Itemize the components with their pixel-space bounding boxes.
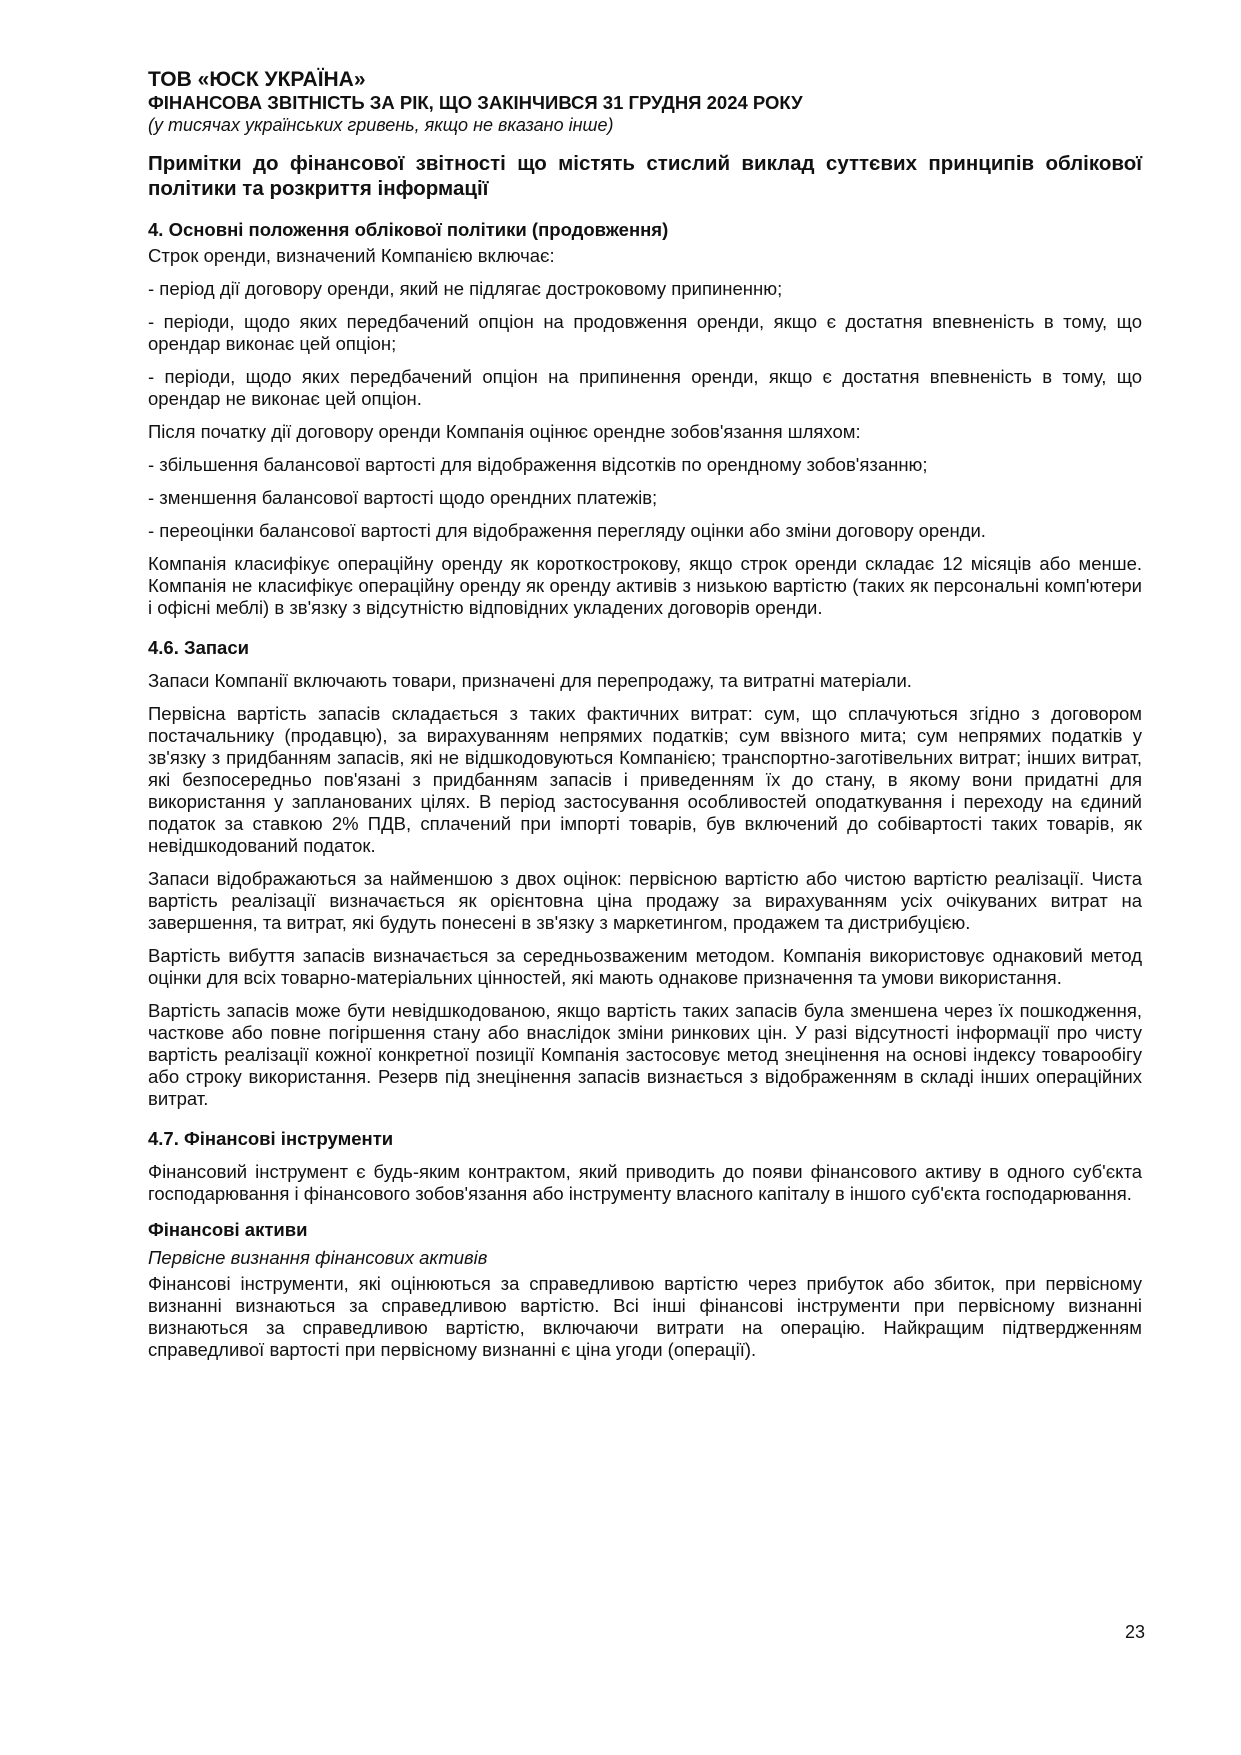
paragraph: Строк оренди, визначений Компанією включає:: [148, 245, 555, 266]
paragraph: Запаси Компанії включають товари, призначені для перепродажу, та витратні матеріали.: [148, 670, 912, 691]
paragraph: Після початку дії договору оренди Компанія оцінює орендне зобов'язання шляхом:: [148, 421, 861, 442]
subheading-initial-recognition: Первісне визнання фінансових активів: [148, 1247, 488, 1268]
paragraph: Фінансовий інструмент є будь-яким контрактом, який приводить до появи фінансового активу в одного суб'єкта господарювання і фінансового зобов'язання або інструменту власного капіталу в іншого суб'єкта господарювання.: [148, 1161, 1142, 1204]
paragraph: - переоцінки балансової вартості для відображення перегляду оцінки або зміни договору оренди.: [148, 520, 986, 541]
paragraph: Вартість запасів може бути невідшкодованою, якщо вартість таких запасів була зменшена через їх пошкодження, часткове або повне погіршення стану або внаслідок зміни ринкових цін. У разі відсутності інформації про чисту вартість реалізації кожної конкретної позиції Компанія застосовує метод знецінення на основі індексу товарообігу або строку використання. Резерв під знецінення запасів визнається з відображенням в складі інших операційних витрат.: [148, 1000, 1142, 1109]
document-page: [148, 68, 1142, 1361]
paragraph: Первісна вартість запасів складається з таких фактичних витрат: сум, що сплачуються згідно з договором постачальнику (продавцю), за вирахуванням непрямих податків; сум ввізного мита; сум непрямих податків у зв'язку з придбанням запасів, які не відшкодовуються Компанією; транспортно-заготівельних витрат; інших витрат, які безпосередньо пов'язані з придбанням запасів і приведенням їх до стану, в якому вони придатні для використання у запланованих цілях. В період застосування особливостей оподаткування і переходу на єдиний податок за ставкою 2% ПДВ, сплачений при імпорті товарів, був включений до собівартості таких товарів, як невідшкодований податок.: [148, 703, 1142, 856]
paragraph: - періоди, щодо яких передбачений опціон на припинення оренди, якщо є достатня впевненість в тому, що орендар не виконає цей опціон.: [148, 366, 1142, 409]
paragraph: - період дії договору оренди, який не підлягає достроковому припиненню;: [148, 278, 783, 299]
paragraph: - збільшення балансової вартості для відображення відсотків по орендному зобов'язанню;: [148, 454, 928, 475]
subheading-financial-assets: Фінансові активи: [148, 1219, 308, 1240]
paragraph: Запаси відображаються за найменшою з двох оцінок: первісною вартістю або чистою вартістю реалізації. Чиста вартість реалізації визначається як орієнтовна ціна продажу за вирахуванням усіх очікуваних витрат на завершення, та витрат, які будуть понесені в зв'язку з маркетингом, продажем та дистрибуцією.: [148, 868, 1142, 933]
page-number: 23: [1124, 1622, 1145, 1642]
currency-note: (у тисячах українських гривень, якщо не вказано інше): [148, 115, 614, 135]
report-title: ФІНАНСОВА ЗВІТНІСТЬ ЗА РІК, ЩО ЗАКІНЧИВСЯ 31 ГРУДНЯ 2024 РОКУ: [148, 92, 803, 113]
paragraph: - зменшення балансової вартості щодо орендних платежів;: [148, 487, 658, 508]
paragraph: Вартість вибуття запасів визначається за середньозваженим методом. Компанія використовує однаковий метод оцінки для всіх товарно-матеріальних цінностей, які мають однакове призначення та умови використання.: [148, 945, 1142, 988]
section-4-6-heading: 4.6. Запаси: [148, 637, 250, 658]
paragraph: - періоди, щодо яких передбачений опціон на продовження оренди, якщо є достатня впевненість в тому, що орендар виконає цей опціон;: [148, 311, 1142, 354]
section-4-7-heading: 4.7. Фінансові інструменти: [148, 1128, 394, 1149]
company-name: ТОВ «ЮСК УКРАЇНА»: [148, 68, 366, 91]
paragraph: Компанія класифікує операційну оренду як короткострокову, якщо строк оренди складає 12 місяців або менше. Компанія не класифікує операційну оренду як оренду активів з низькою вартістю (таких як персональні комп'ютери і офісні меблі) в зв'язку з відсутністю відповідних укладених договорів оренди.: [148, 553, 1142, 618]
section-4-heading: 4. Основні положення облікової політики (продовження): [148, 219, 669, 240]
notes-title: Примітки до фінансової звітності що містять стислий виклад суттєвих принципів облікової політики та розкриття інформації: [148, 152, 1142, 200]
paragraph: Фінансові інструменти, які оцінюються за справедливою вартістю через прибуток або збиток, при первісному визнанні визнаються за справедливою вартістю. Всі інші фінансові інструменти при первісному визнанні визнаються за справедливою вартістю, включаючи витрати на операцію. Найкращим підтвердженням справедливої вартості при первісному визнанні є ціна угоди (операції).: [148, 1273, 1142, 1360]
